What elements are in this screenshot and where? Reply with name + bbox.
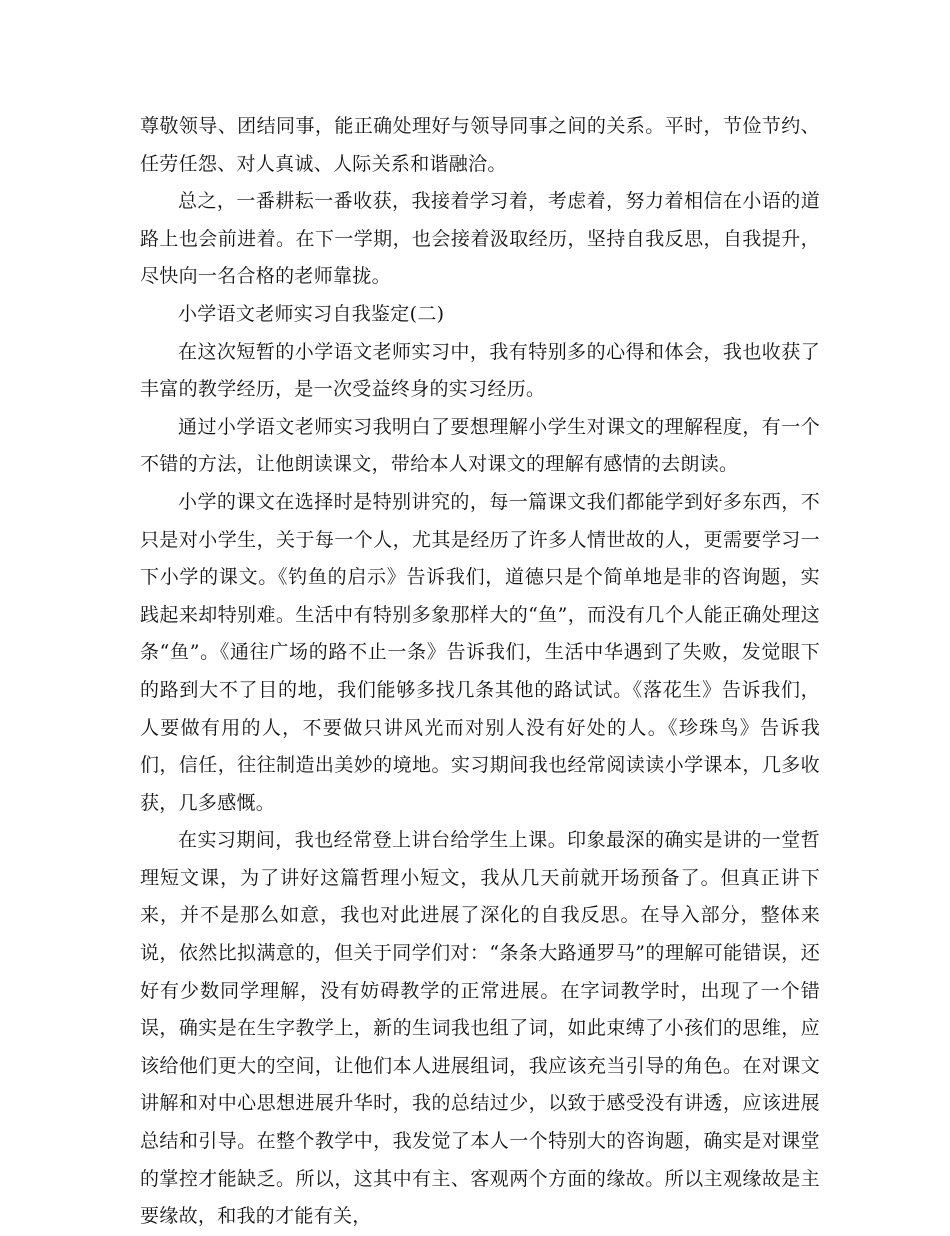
section-heading: 小学语文老师实习自我鉴定(二) [178,302,445,325]
paragraph-teaching-reflection: 在实习期间，我也经常登上讲台给学生上课。印象最深的确实是讲的一堂哲理短文课，为了讲好这篇哲理小短文，我从几天前就开场预备了。但真正讲下来，并不是那么如意，我也对此进展了深化的自我反思。在导入部分，整体来说，依然比拟满意的，但关于同学们对：“条条大路通罗马”的理解可能错误，还好有少数同学理解，没有妨碍教学的正常进展。在字词教学时，出现了一个错误，确实是在生字教学上，新的生词我也组了词，如此束缚了小孩们的思维，应该给他们更大的空间，让他们本人进展组词，我应该充当引导的角色。在对课文讲解和对中心思想进展升华时，我的总结过少，以致于感受没有讲透，应该进展总结和引导。在整个教学中，我发觉了本人一个特别大的咨询题，确实是对课堂的掌控才能缺乏。所以，这其中有主、客观两个方面的缘故。所以主观缘故是主要缘故，和我的才能有关， [140,829,820,1228]
paragraph-reading: 通过小学语文老师实习我明白了要想理解小学生对课文的理解程度，有一个不错的方法，让他朗读课文，带给本人对课文的理解有感情的去朗读。 [140,415,820,476]
paragraph-lessons: 小学的课文在选择时是特别讲究的，每一篇课文我们都能学到好多东西，不只是对小学生，关于每一个人，尤其是经历了许多人情世故的人，更需要学习一下小学的课文。《钓鱼的启示》告诉我们，道德只是个简单地是非的咨询题，实践起来却特别难。生活中有特别多象那样大的“鱼”，而没有几个人能正确处理这条“鱼”。《通往广场的路不止一条》告诉我们，生活中华遇到了失败，发觉眼下的路到大不了目的地，我们能够多找几条其他的路试试。《落花生》告诉我们，人要做有用的人，不要做只讲风光而对别人没有好处的人。《珍珠鸟》告诉我们，信任，往往制造出美妙的境地。实习期间我也经常阅读读小学课本，几多收获，几多感慨。 [140,490,820,814]
paragraph-conclusion: 总之，一番耕耘一番收获，我接着学习着，考虑着，努力着相信在小语的道路上也会前进着。在下一学期，也会接着汲取经历，坚持自我反思，自我提升，尽快向一名合格的老师靠拢。 [140,190,820,288]
paragraph-intro: 在这次短暂的小学语文老师实习中，我有特别多的心得和体会，我也收获了丰富的教学经历，是一次受益终身的实习经历。 [140,340,820,401]
document-body [140,108,820,1236]
paragraph-continued: 尊敬领导、团结同事，能正确处理好与领导同事之间的关系。平时，节俭节约、任劳任怨、对人真诚、人际关系和谐融洽。 [140,115,820,175]
